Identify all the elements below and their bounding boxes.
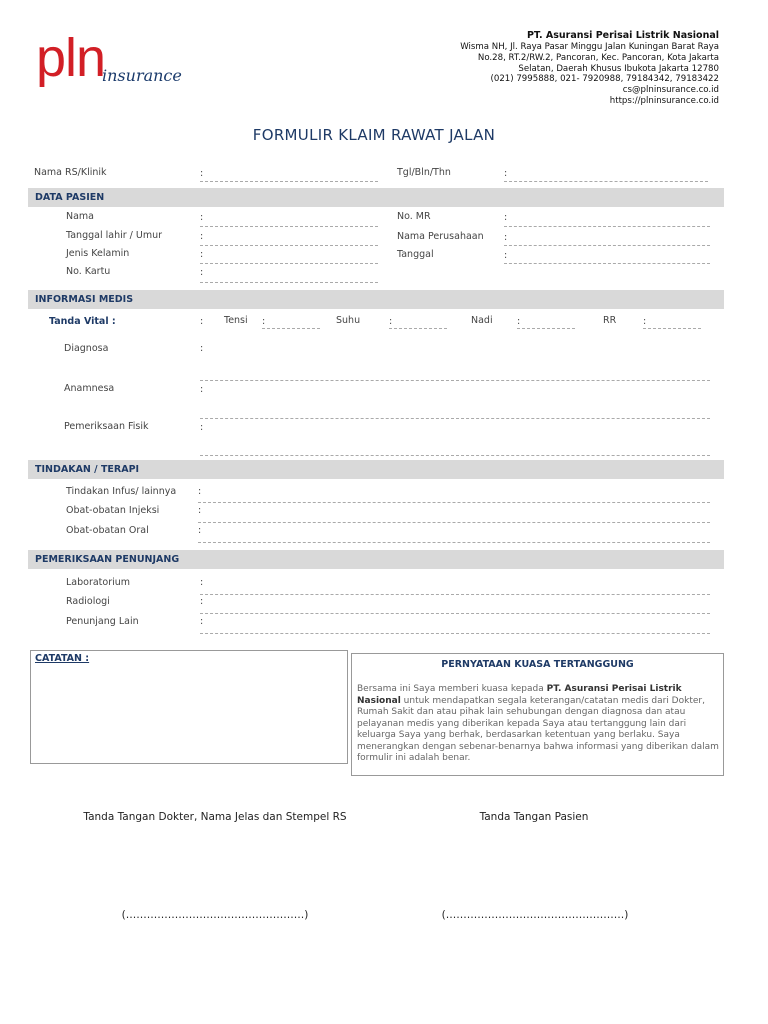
company-input[interactable] bbox=[504, 245, 710, 246]
logo-text: pln bbox=[36, 28, 106, 88]
respiration-input[interactable] bbox=[643, 328, 701, 329]
section-supporting-exam bbox=[28, 550, 724, 569]
colon: : bbox=[504, 250, 508, 261]
statement-title: PERNYATAAN KUASA TERTANGGUNG bbox=[441, 659, 634, 670]
doctor-signature-line[interactable]: (……………………………………………) bbox=[121, 909, 309, 921]
anamnesis-label: Anamnesa bbox=[64, 383, 115, 394]
pulse-label: Nadi bbox=[471, 315, 493, 326]
infusion-input[interactable] bbox=[198, 502, 710, 503]
infusion-label: Tindakan Infus/ lainnya bbox=[66, 486, 177, 497]
statement-body bbox=[357, 684, 719, 765]
statement-company: PT. Asuransi Perisai Listrik Nasional bbox=[357, 684, 682, 706]
laboratory-input[interactable] bbox=[200, 594, 710, 595]
colon: : bbox=[200, 422, 204, 433]
company-label: Nama Perusahaan bbox=[397, 231, 484, 242]
company-website: https://plninsurance.co.id bbox=[609, 95, 719, 106]
hospital-input[interactable] bbox=[200, 181, 378, 182]
colon: : bbox=[198, 525, 202, 536]
company-phone: (021) 7995888, 021- 7920988, 79184342, 79183422 bbox=[490, 74, 719, 85]
diagnosis-label: Diagnosa bbox=[64, 343, 109, 354]
mr-number-label: No. MR bbox=[397, 211, 431, 222]
form-title: FORMULIR KLAIM RAWAT JALAN bbox=[252, 126, 496, 144]
laboratory-label: Laboratorium bbox=[66, 577, 131, 588]
patient-name-input[interactable] bbox=[200, 226, 378, 227]
oral-medication-input[interactable] bbox=[198, 542, 710, 543]
other-support-label: Penunjang Lain bbox=[66, 616, 139, 627]
colon: : bbox=[200, 577, 204, 588]
blood-pressure-input[interactable] bbox=[262, 328, 320, 329]
birth-age-label: Tanggal lahir / Umur bbox=[66, 230, 163, 241]
colon: : bbox=[504, 168, 508, 179]
card-number-label: No. Kartu bbox=[66, 266, 111, 277]
section-medical bbox=[28, 290, 724, 309]
diagnosis-input[interactable] bbox=[200, 380, 710, 381]
company-address-line: No.28, RT.2/RW.2, Pancoran, Kec. Pancoran, Kota Jakarta bbox=[477, 52, 719, 63]
colon: : bbox=[200, 596, 204, 607]
colon: : bbox=[643, 316, 647, 327]
colon: : bbox=[200, 249, 204, 260]
injection-label: Obat-obatan Injeksi bbox=[66, 505, 160, 516]
respiration-label: RR bbox=[603, 315, 617, 326]
section-treatment bbox=[28, 460, 724, 479]
section-title: TINDAKAN / TERAPI bbox=[35, 464, 140, 475]
patient-signature-line[interactable]: (……………………………………………) bbox=[441, 909, 629, 921]
notes-title: CATATAN : bbox=[35, 653, 90, 664]
company-address-line: Selatan, Daerah Khusus Ibukota Jakarta 12780 bbox=[518, 63, 719, 74]
colon: : bbox=[200, 616, 204, 627]
colon: : bbox=[198, 505, 202, 516]
colon: : bbox=[200, 343, 204, 354]
patient-signature-label: Tanda Tangan Pasien bbox=[479, 811, 589, 823]
physical-exam-label: Pemeriksaan Fisik bbox=[64, 421, 149, 432]
colon: : bbox=[200, 267, 204, 278]
company-email: cs@plninsurance.co.id bbox=[622, 85, 719, 96]
doctor-signature-label: Tanda Tangan Dokter, Nama Jelas dan Stempel RS bbox=[83, 811, 347, 823]
section-title: PEMERIKSAAN PENUNJANG bbox=[35, 554, 180, 565]
date-label: Tgl/Bln/Thn bbox=[397, 167, 451, 178]
section-patient bbox=[28, 188, 724, 207]
colon: : bbox=[200, 212, 204, 223]
gender-input[interactable] bbox=[200, 263, 378, 264]
company-address-line: Wisma NH, Jl. Raya Pasar Minggu Jalan Kuningan Barat Raya bbox=[460, 42, 719, 52]
vital-signs-label: Tanda Vital : bbox=[49, 316, 116, 327]
pulse-input[interactable] bbox=[517, 328, 575, 329]
visit-date-input[interactable] bbox=[504, 263, 710, 264]
radiology-label: Radiologi bbox=[66, 596, 110, 607]
colon: : bbox=[504, 232, 508, 243]
statement-text: untuk mendapatkan segala keterangan/catatan medis dari Dokter, Rumah Sakit dan atau pihak lain sehubungan dengan diagnosa dan atau pelayanan medis yang diberikan kepada Saya atau tertanggung lain dari keluarga Saya yang berhak, berdasarkan ketentuan yang berlaku. Saya menerangkan dengan sebenar-benarnya bahwa informasi yang diberikan dalam formulir ini adalah benar. bbox=[357, 695, 719, 763]
logo-subtext: insurance bbox=[102, 66, 182, 85]
statement-intro: Bersama ini Saya memberi kuasa kepada bbox=[357, 684, 547, 694]
mr-number-input[interactable] bbox=[504, 226, 710, 227]
notes-box[interactable] bbox=[30, 650, 348, 764]
section-title: INFORMASI MEDIS bbox=[35, 294, 134, 305]
colon: : bbox=[262, 316, 266, 327]
authorization-statement-box bbox=[351, 653, 724, 776]
temperature-label: Suhu bbox=[336, 315, 361, 326]
colon: : bbox=[200, 384, 204, 395]
anamnesis-input[interactable] bbox=[200, 418, 710, 419]
colon: : bbox=[504, 212, 508, 223]
company-name: PT. Asuransi Perisai Listrik Nasional bbox=[526, 30, 719, 41]
physical-exam-input[interactable] bbox=[200, 455, 710, 456]
colon: : bbox=[200, 231, 204, 242]
colon: : bbox=[200, 316, 204, 327]
card-number-input[interactable] bbox=[200, 282, 378, 283]
visit-date-label: Tanggal bbox=[397, 249, 434, 260]
radiology-input[interactable] bbox=[200, 613, 710, 614]
hospital-label: Nama RS/Klinik bbox=[34, 167, 107, 178]
pln-insurance-logo bbox=[36, 28, 206, 96]
colon: : bbox=[517, 316, 521, 327]
other-support-input[interactable] bbox=[200, 633, 710, 634]
colon: : bbox=[200, 168, 204, 179]
company-info bbox=[460, 30, 719, 107]
gender-label: Jenis Kelamin bbox=[66, 248, 130, 259]
blood-pressure-label: Tensi bbox=[224, 315, 248, 326]
injection-input[interactable] bbox=[198, 522, 710, 523]
date-input[interactable] bbox=[504, 181, 708, 182]
colon: : bbox=[198, 486, 202, 497]
oral-medication-label: Obat-obatan Oral bbox=[66, 525, 149, 536]
patient-name-label: Nama bbox=[66, 211, 95, 222]
birth-age-input[interactable] bbox=[200, 245, 378, 246]
section-title: DATA PASIEN bbox=[35, 192, 105, 203]
colon: : bbox=[389, 316, 393, 327]
temperature-input[interactable] bbox=[389, 328, 447, 329]
